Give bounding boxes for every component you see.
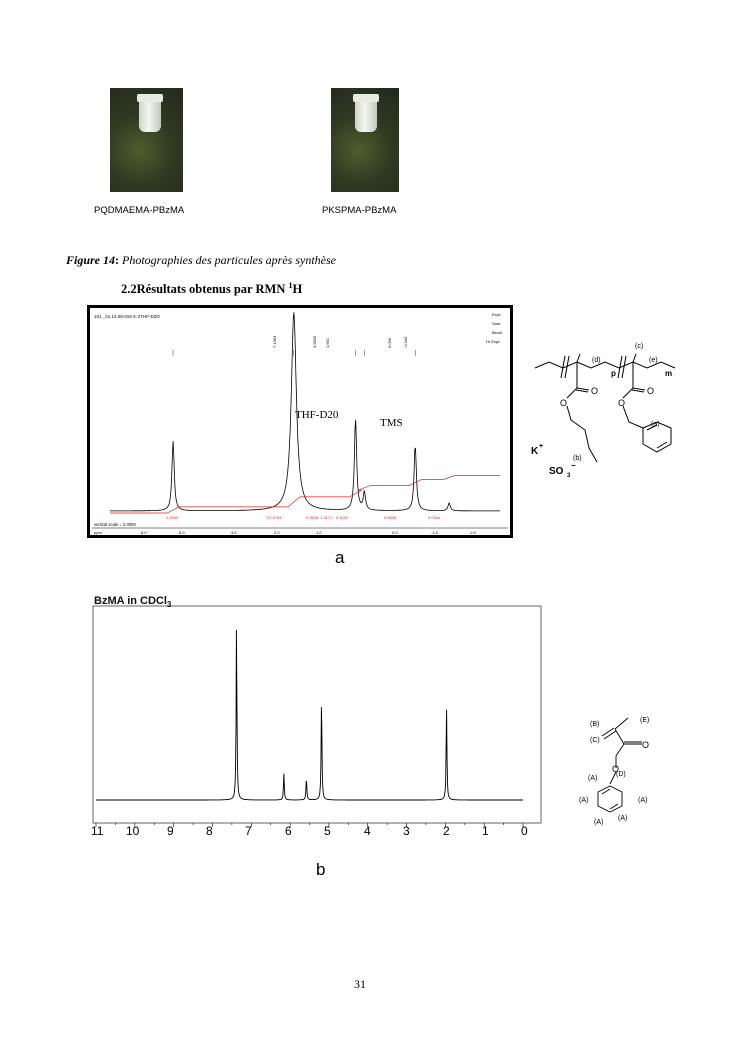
figure-caption [66, 253, 336, 268]
x-tick: 4 [364, 824, 371, 838]
structure-label: (B) [590, 721, 600, 728]
panel-letter-a: a [335, 548, 345, 567]
vial-image [139, 98, 161, 132]
panel-letter-b: b [316, 860, 326, 879]
structure-label: (e) [649, 357, 658, 364]
structure-bonds [598, 718, 642, 812]
x-tick: 5 [324, 824, 331, 838]
structure-label: K [531, 446, 539, 457]
x-tick: 2.0 [274, 530, 280, 535]
section-heading-text: 2.2Résultats obtenus par RMN [121, 282, 289, 297]
peak-ppm-label: -0.343 [403, 336, 408, 348]
integral-value: 0.0636 [384, 515, 397, 520]
integral-value: 1.3171 [320, 515, 333, 520]
x-tick: -1.0 [431, 530, 438, 535]
structure-label: p [611, 369, 616, 378]
structure-label: 3 [567, 473, 571, 479]
section-heading [121, 281, 302, 297]
structure-label: (b) [573, 455, 582, 462]
x-tick: 1 [482, 824, 489, 838]
caption-separator: : [115, 253, 120, 267]
photo-pqdmaema-pbzma [110, 88, 183, 192]
integral-curve [110, 475, 500, 513]
x-axis-ticks [91, 824, 528, 838]
peak-ppm-label: 7.1364 [272, 335, 277, 348]
spectrum-title-main: BzMA in CDCl [94, 595, 167, 607]
x-axis-tick-marks [96, 823, 523, 827]
integral-value: 0.0344 [428, 515, 441, 520]
section-heading-sup: 1 [288, 281, 293, 290]
integral-value: 21.4754 [267, 515, 282, 520]
x-tick: 7 [245, 824, 252, 838]
nmr-spectrum-a [87, 305, 513, 538]
x-tick: 9 [167, 824, 174, 838]
x-tick: 2 [443, 824, 450, 838]
x-tick: 8.0 [141, 530, 147, 535]
structure-label: (a) [651, 421, 660, 428]
spectrum-trace [96, 630, 523, 800]
x-tick: 4.0 [231, 530, 237, 535]
spectrum-title-sub: 3 [166, 600, 172, 609]
peak-leader-lines [173, 350, 415, 356]
structure-label: SO [549, 466, 564, 477]
structure-label: O [560, 398, 568, 408]
x-axis-label: ppm [94, 530, 102, 535]
x-tick: -2.0 [469, 530, 476, 535]
structure-label: (d) [592, 357, 601, 364]
structure-label: (A) [618, 815, 628, 822]
integral-value: 0.3528 [306, 515, 319, 520]
photo-caption: PQDMAEMA-PBzMA [94, 205, 185, 216]
nmr-spectrum-b [88, 588, 548, 850]
peak-ppm-label: 3.5820 [312, 335, 317, 348]
structure-label: (A) [579, 797, 589, 804]
structure-label: (c) [635, 343, 644, 350]
caption-text: Photographies des particules après synthèse [119, 253, 336, 267]
x-tick: 6.0 [179, 530, 185, 535]
corner-label: Hr Expt: [486, 339, 501, 344]
x-tick: 0 [521, 824, 528, 838]
corner-label: Block: [492, 330, 503, 335]
structure-label: + [539, 443, 544, 450]
structure-label: O [591, 386, 599, 396]
structure-atom: O [612, 764, 620, 774]
nmr-spectrum-a-plot [90, 308, 510, 535]
structure-label: O [618, 398, 626, 408]
structure-label: (D) [616, 771, 626, 778]
page-number: 31 [354, 977, 366, 991]
x-tick: 3 [403, 824, 410, 838]
spectrum-header: 101 _01.14.06-019 in 2THF-D2O [94, 314, 160, 319]
chemical-structure-a [525, 330, 715, 480]
vial-image [355, 98, 377, 132]
structure-atom: O [642, 740, 650, 750]
x-tick: 1.0 [316, 530, 322, 535]
peak-annotation-tms: TMS [380, 417, 403, 429]
structure-label: O [647, 386, 655, 396]
structure-label: (C) [590, 737, 600, 744]
structure-label: (E) [640, 717, 650, 724]
plot-frame [93, 606, 541, 823]
x-tick: 11 [91, 824, 104, 838]
x-axis-ticks [141, 530, 477, 535]
x-tick: 8 [206, 824, 213, 838]
x-tick: 10 [126, 824, 140, 838]
peak-ppm-label: 1.691 [325, 337, 330, 348]
integral-values [166, 515, 441, 520]
section-heading-suffix: H [292, 282, 303, 297]
figure-number: Figure 14 [66, 253, 116, 267]
spectrum-title [94, 595, 172, 609]
structure-label: (A) [588, 775, 598, 782]
structure-label: (A) [594, 819, 604, 826]
chemical-structure-b [580, 710, 675, 828]
peak-annotation-thf: THF-D20 [295, 409, 339, 421]
structure-label: − [571, 461, 576, 470]
integral-value: 1.0000 [166, 515, 179, 520]
x-tick: 6 [285, 824, 292, 838]
peak-ppm-label: 0.036 [387, 337, 392, 348]
integral-value: 0.1032 [336, 515, 349, 520]
structure-label: m [665, 369, 673, 378]
corner-label: Sam: [492, 321, 502, 326]
photo-pkspma-pbzma [331, 88, 399, 192]
corner-label: Expt: [492, 312, 502, 317]
photo-caption: PKSPMA-PBzMA [322, 205, 397, 216]
structure-bonds [535, 354, 675, 462]
x-tick: 0.0 [392, 530, 398, 535]
structure-label: (A) [638, 797, 648, 804]
vertical-scale-label: vertical scale = 2.0000 [94, 522, 136, 527]
